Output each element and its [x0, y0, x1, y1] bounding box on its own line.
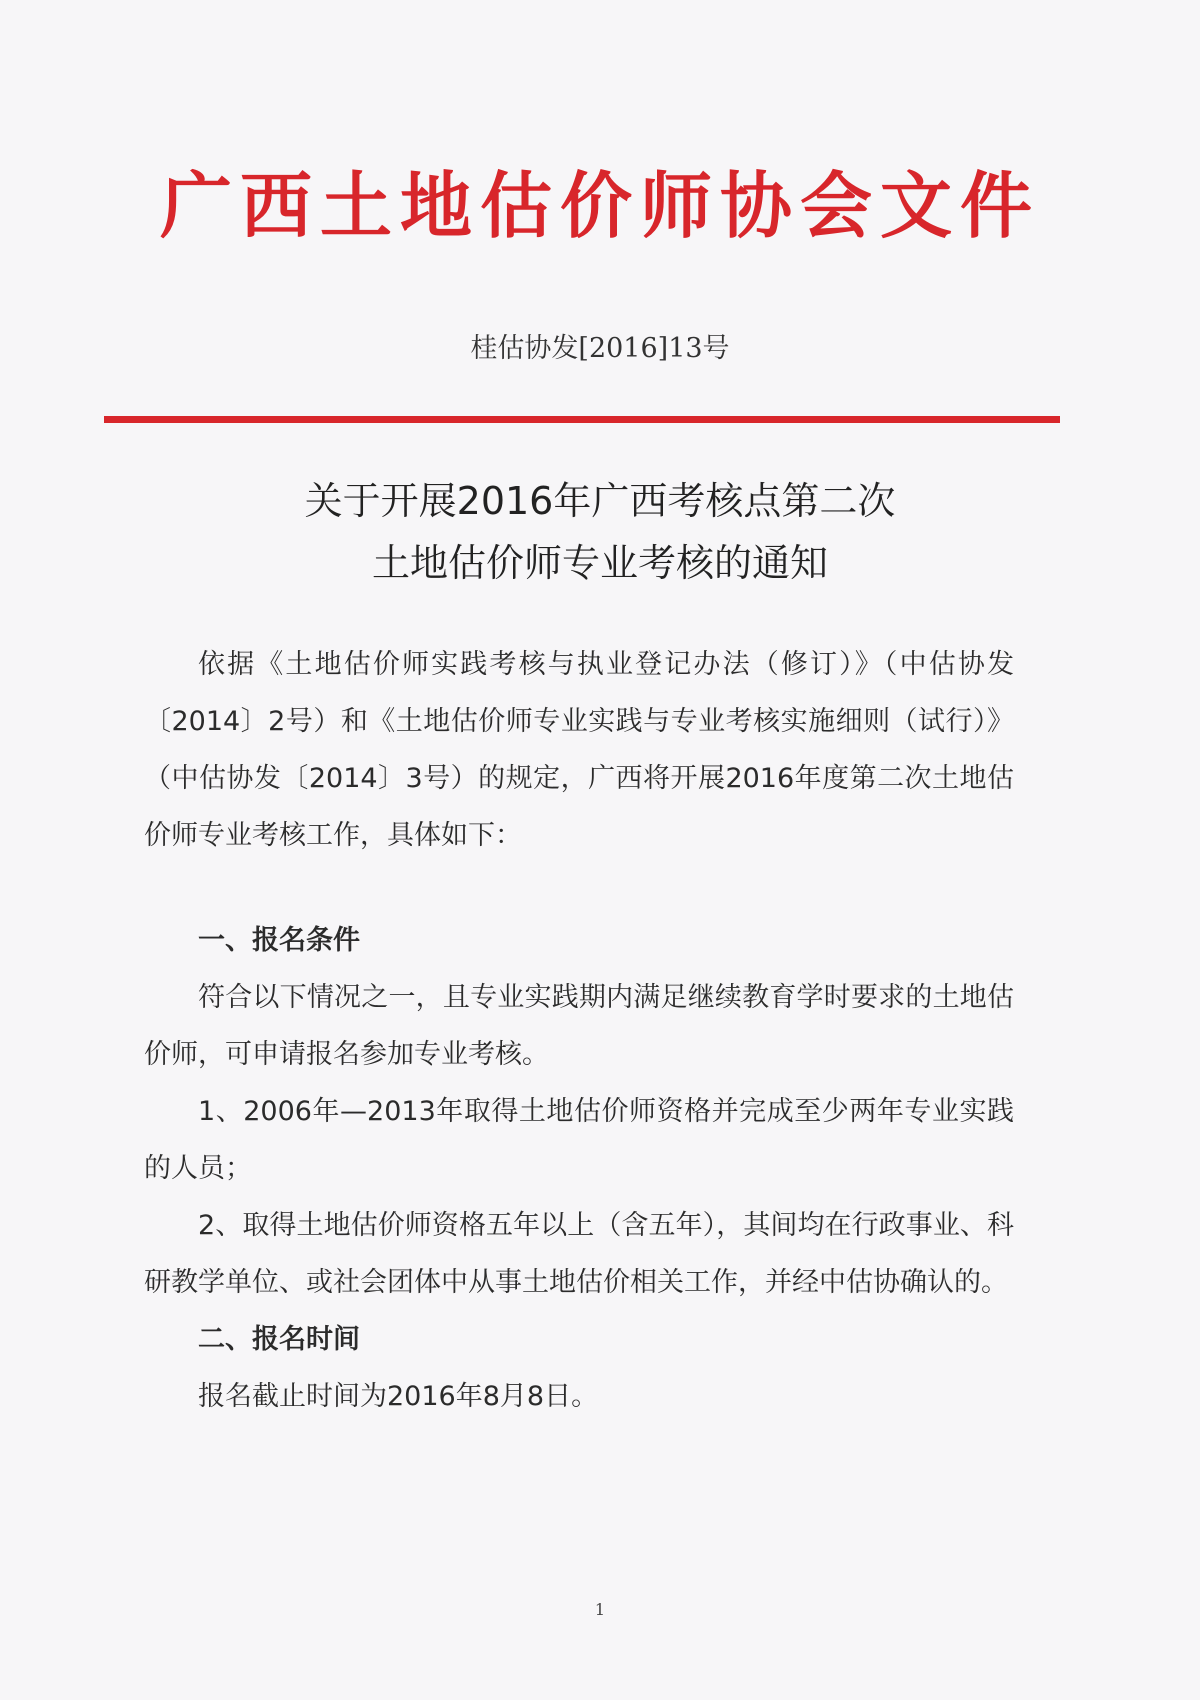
red-divider-rule [104, 416, 1060, 423]
section-1-paragraph: 符合以下情况之一，且专业实践期内满足继续教育学时要求的土地估价师，可申请报名参加专业考核。 [144, 982, 1014, 1070]
notice-title-line-2: 土地估价师专业考核的通知 [371, 541, 828, 585]
section-2-paragraph: 报名截止时间为2016年8月8日。 [198, 1381, 599, 1412]
notice-title-line-1: 关于开展2016年广西考核点第二次 [304, 479, 896, 523]
masthead-title: 广西土地估价师协会文件 [159, 163, 1040, 248]
main-body [144, 912, 1014, 1425]
document-number: 桂估协发[2016]13号 [470, 333, 730, 364]
intro-paragraph: 依据《土地估价师实践考核与执业登记办法（修订）》（中估协发〔2014〕2号）和《土地估价师专业实践与专业考核实施细则（试行）》（中估协发〔2014〕3号）的规定，广西将开展2016年度第二次土地估价师专业考核工作，具体如下： [144, 649, 1014, 851]
section-2-heading: 二、报名时间 [198, 1324, 360, 1355]
section-1-item-2: 2、取得土地估价师资格五年以上（含五年），其间均在行政事业、科研教学单位、或社会团体中从事土地估价相关工作，并经中估协确认的。 [144, 1210, 1014, 1298]
page-number: 1 [594, 1600, 606, 1619]
section-1-heading: 一、报名条件 [198, 925, 360, 956]
notice-title [0, 470, 1200, 594]
intro-block [144, 636, 1014, 864]
section-1-item-1: 1、2006年—2013年取得土地估价师资格并完成至少两年专业实践的人员； [144, 1096, 1014, 1184]
